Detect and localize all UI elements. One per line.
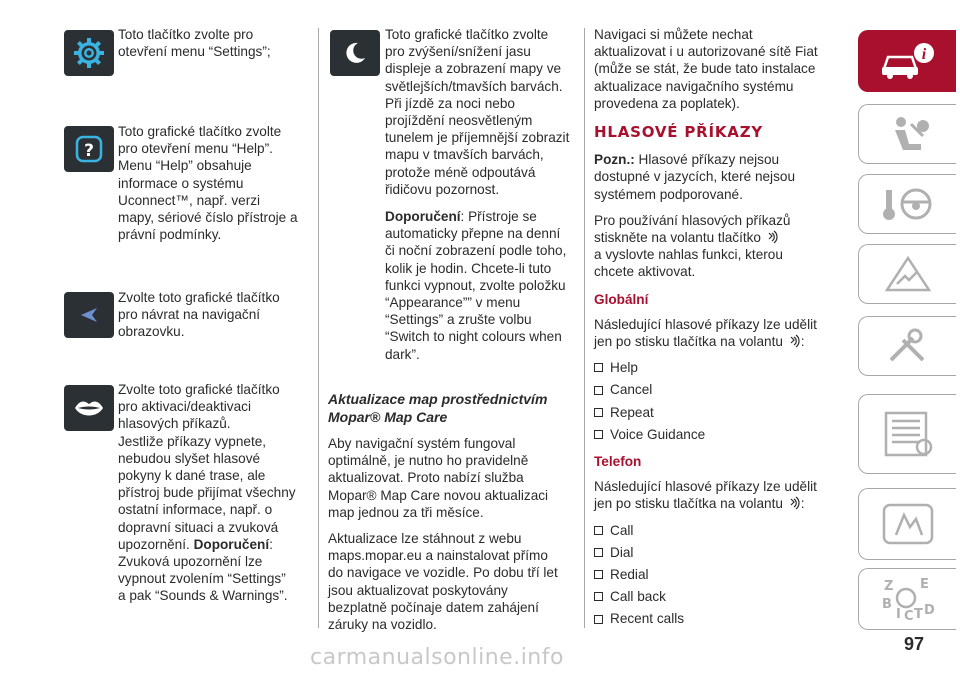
svg-text:C: C (903, 609, 914, 624)
text-line: displeje a zobrazení mapy ve (385, 61, 562, 77)
text-line: přístroj bude přijímat všechny (118, 485, 296, 501)
text-line: Uconnect™, např. verzi (118, 192, 261, 208)
steering-mic-icon (787, 496, 801, 510)
text-fragment: : (800, 334, 805, 350)
svg-text:T: T (913, 607, 923, 622)
chapter-tabs (858, 0, 960, 678)
svg-text:Z: Z (883, 579, 893, 594)
text-line: právní podmínky. (118, 227, 222, 243)
text-line: pro aktivaci/deaktivaci (118, 399, 251, 415)
heading-line: Mopar® Map Care (328, 409, 448, 425)
text-line: do navigace ve vozidle. Po dobu tří let (328, 565, 558, 581)
text-line: “Settings” a zrušte volbu (385, 312, 532, 328)
global-intro (594, 316, 834, 350)
seat-airbag-icon (883, 114, 933, 154)
text-line: ostatní informace, např. o (118, 502, 273, 518)
text-line: jsou aktualizovat poskytovány (328, 582, 508, 598)
text-line: “Appearance”” v menu (385, 295, 521, 311)
help-description (118, 123, 308, 243)
text-line: Následující hlasové příkazy lze udělit (594, 316, 817, 332)
text-line: vypnout zvolením “Settings” (118, 571, 286, 587)
text-fragment: Hlasové příkazy nejsou (634, 152, 780, 168)
text-line: pro otevření menu “Help”. (118, 141, 273, 157)
svg-text:B: B (881, 597, 892, 612)
brightness-button-icon (330, 30, 380, 76)
text-line: Navigaci si můžete nechat (594, 27, 753, 42)
alphabet-index-icon (876, 574, 940, 624)
command-label: Redial (610, 567, 649, 583)
svg-text:?: ? (84, 141, 94, 161)
voice-commands-heading: HLASOVÉ PŘÍKAZY (594, 123, 764, 142)
text-line: aktualizovat i u autorizované sítě Fiat (594, 44, 818, 60)
text-fragment: stiskněte na volantu tlačítko (594, 230, 761, 246)
text-line: bezplatně počínaje datem zahájení (328, 599, 539, 615)
text-line: Aktualizace lze stáhnout z webu (328, 531, 522, 547)
text-line: map jednou za tři měsíce. (328, 504, 484, 520)
text-line: informace o systému (118, 175, 244, 191)
checkbox-icon (594, 526, 603, 535)
text-line: a vyslovte nahlas funkci, kterou (594, 247, 783, 263)
key-steering-wheel-icon (878, 184, 938, 224)
tab-starting-driving[interactable] (858, 174, 956, 234)
watermark-text: carmanualsonline.info (310, 645, 564, 670)
text-line: Toto tlačítko zvolte pro (118, 27, 254, 42)
checkbox-icon (594, 386, 603, 395)
text-fragment: jen po stisku tlačítka na volantu (594, 496, 783, 512)
text-line: pro zvýšení/snížení jasu (385, 44, 531, 60)
map-care-paragraph-2 (328, 530, 598, 633)
text-line: Pro používání hlasových příkazů (594, 212, 791, 228)
map-care-heading (328, 390, 598, 426)
help-button-icon (64, 126, 114, 172)
command-label: Help (610, 360, 638, 376)
command-label: Recent calls (610, 611, 685, 627)
column-divider (318, 28, 319, 628)
svg-text:i: i (921, 46, 926, 63)
warning-triangle-icon (883, 254, 933, 294)
text-line: nebudou slyšet hlasové (118, 450, 261, 466)
text-line (594, 229, 834, 246)
list-item (594, 610, 834, 627)
text-line: pokyny k dané trase, ale (118, 468, 266, 484)
navigation-back-description (118, 289, 280, 341)
text-line: Zvolte toto grafické tlačítko (118, 382, 280, 397)
text-line: projíždění neosvětleným (385, 113, 533, 129)
text-line: otevření menu “Settings”; (118, 44, 271, 60)
text-line (118, 536, 308, 553)
text-line: či noční zobrazení podle toho, (385, 243, 567, 259)
text-line: světlejších/tmavších barvách. (385, 78, 563, 94)
text-line: aktualizace navigačního systému (594, 78, 794, 94)
phone-subheading: Telefon (594, 454, 642, 470)
text-line: mapy, sériové číslo přístroje a (118, 210, 298, 226)
text-line: aktualizovat. Proto nabízí služba (328, 470, 524, 486)
tab-car-info[interactable] (858, 30, 956, 92)
map-care-paragraph-1 (328, 435, 598, 521)
phone-commands-list (594, 522, 834, 628)
settings-button-icon (64, 30, 114, 76)
phone-intro (594, 478, 834, 512)
checkbox-icon (594, 548, 603, 557)
tab-safety[interactable] (858, 104, 956, 164)
text-fragment: : (269, 536, 273, 552)
car-info-icon (878, 41, 938, 81)
checkbox-icon (594, 408, 603, 417)
tab-technical-data[interactable] (858, 394, 956, 474)
text-line (594, 151, 834, 168)
list-item (594, 381, 834, 398)
text-line: optimálně, je nutno ho pravidelně (328, 453, 529, 469)
list-item (594, 426, 834, 443)
emergency-icon (880, 501, 936, 547)
text-line (594, 333, 834, 350)
text-line: Mopar® Map Care novou aktualizaci (328, 487, 549, 503)
text-fragment: : (800, 496, 805, 512)
text-line: Při jízdě za noci nebo (385, 95, 515, 111)
text-fragment: upozornění. (118, 536, 194, 552)
command-label: Cancel (610, 382, 653, 398)
steering-mic-icon (765, 230, 779, 244)
heading-line: Aktualizace map prostřednictvím (328, 391, 548, 407)
text-line: Zvuková upozornění lze (118, 554, 263, 570)
text-line: Jestliže příkazy vypnete, (118, 433, 267, 449)
back-to-navigation-icon (64, 292, 114, 338)
fiat-network-paragraph (594, 26, 834, 112)
wrench-screwdriver-icon (883, 326, 933, 366)
svg-text:E: E (919, 577, 929, 592)
list-item (594, 404, 834, 421)
text-line: řidičovu pozornost. (385, 181, 500, 197)
column-divider (584, 28, 585, 628)
command-label: Repeat (610, 404, 654, 420)
text-line: pro návrat na navigační (118, 307, 261, 323)
tab-maintenance[interactable] (858, 316, 956, 376)
text-line: kolik je hodin. Chcete-li tuto (385, 260, 552, 276)
tab-index[interactable] (858, 568, 956, 630)
text-fragment: : Přístroje se (460, 209, 537, 225)
text-line: “Switch to night colours when (385, 329, 562, 345)
voice-usage-paragraph (594, 212, 834, 281)
recommendation-label: Doporučení (385, 209, 461, 225)
tab-warning-lights[interactable] (858, 244, 956, 304)
list-item (594, 566, 834, 583)
text-line: dark”. (385, 346, 420, 362)
text-line: dopravní situaci a zvuková (118, 519, 279, 535)
text-line (385, 208, 585, 225)
text-line (594, 495, 834, 512)
list-item (594, 522, 834, 539)
checkbox-icon (594, 592, 603, 601)
command-label: Call (610, 522, 634, 538)
text-fragment: jen po stisku tlačítka na volantu (594, 334, 783, 350)
text-line: chcete aktivovat. (594, 264, 696, 280)
text-line: Následující hlasové příkazy lze udělit (594, 479, 817, 495)
list-item (594, 359, 834, 376)
navigation-arrow-icon (76, 302, 102, 328)
checkbox-icon (594, 570, 603, 579)
text-line: automaticky přepne na denní (385, 226, 561, 242)
tab-emergency[interactable] (858, 488, 956, 560)
checkbox-icon (594, 430, 603, 439)
svg-text:D: D (923, 603, 935, 618)
text-line: protože méně odpoutává (385, 164, 536, 180)
lips-voice-icon (73, 397, 105, 419)
steering-mic-icon (787, 334, 801, 348)
checkbox-icon (594, 363, 603, 372)
command-label: Dial (610, 544, 634, 560)
text-line: záruky na vozidlo. (328, 617, 437, 633)
text-line: systémem podporované. (594, 186, 743, 202)
checkbox-icon (594, 615, 603, 624)
command-label: Voice Guidance (610, 426, 706, 442)
column-3 (594, 26, 834, 633)
text-line: Zvolte toto grafické tlačítko (118, 290, 280, 305)
command-label: Call back (610, 589, 666, 605)
note-label: Pozn.: (594, 152, 635, 168)
voice-toggle-icon (64, 385, 114, 431)
gear-icon (73, 37, 105, 69)
text-line: tunelem je příjemnější zobrazit (385, 130, 570, 146)
list-item (594, 588, 834, 605)
text-line: Aby navigační systém fungoval (328, 436, 516, 451)
brightness-description (385, 26, 585, 363)
text-line: dostupné v jazycích, které nejsou (594, 169, 795, 185)
text-line: funkci vypnout, zvolte položku (385, 277, 566, 293)
settings-description (118, 26, 271, 60)
text-line: Menu “Help” obsahuje (118, 158, 252, 174)
moon-icon (341, 39, 369, 67)
svg-text:I: I (895, 607, 901, 622)
text-line: mapu v tmavších barvách, (385, 147, 544, 163)
text-line: hlasových příkazů. (118, 416, 231, 432)
page-number: 97 (904, 634, 925, 654)
text-line: obrazovku. (118, 324, 185, 340)
text-line: provedena za poplatek). (594, 95, 740, 111)
text-line: Toto grafické tlačítko zvolte (385, 27, 549, 42)
recommendation-label: Doporučení (193, 536, 270, 552)
list-item (594, 544, 834, 561)
spec-sheet-icon (880, 409, 936, 459)
text-line: Toto grafické tlačítko zvolte (118, 124, 282, 139)
help-icon (74, 134, 104, 164)
text-line: a pak “Sounds & Warnings”. (118, 588, 288, 604)
global-commands-list (594, 359, 834, 443)
voice-description (118, 381, 308, 605)
text-line: (může se stát, že bude tato instalace (594, 61, 816, 77)
voice-note (594, 151, 834, 203)
text-line: maps.mopar.eu a nainstalovat přímo (328, 548, 548, 564)
map-care-section (328, 390, 598, 642)
global-subheading: Globální (594, 291, 649, 307)
